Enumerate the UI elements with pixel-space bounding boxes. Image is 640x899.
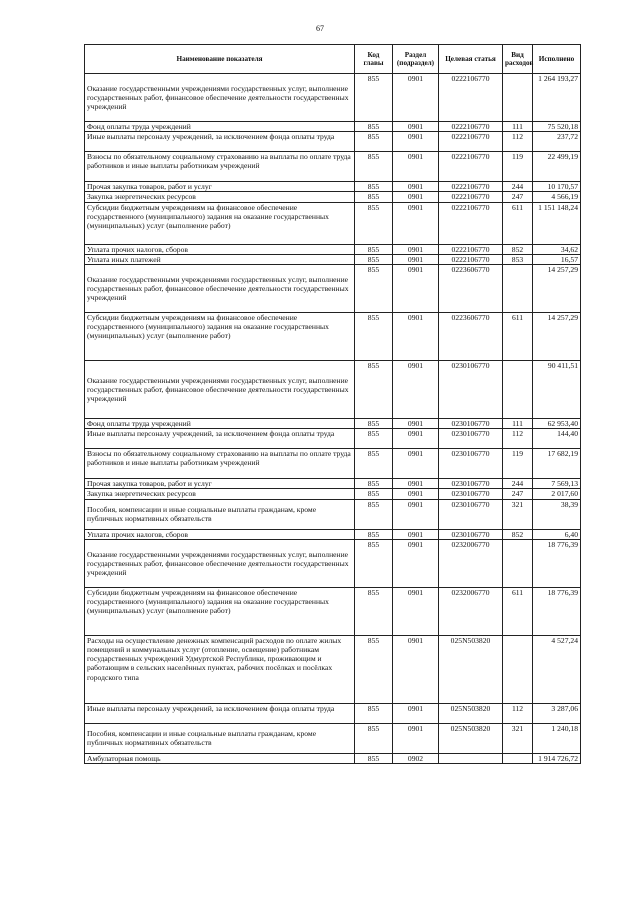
row-execution-value: 14 257,29 — [533, 265, 581, 313]
row-expense-kind: 247 — [503, 192, 533, 202]
row-name: Субсидии бюджетным учреждениям на финансовое обеспечение государственного (муниципального) задания на оказание государственных (муниципальных) услуг (выполнение работ) — [85, 313, 355, 361]
row-target-article: 0230106770 — [439, 489, 503, 499]
row-expense-kind: 853 — [503, 254, 533, 264]
table-row — [85, 753, 581, 763]
row-target-article: 0222106770 — [439, 122, 503, 132]
table-row — [85, 429, 581, 449]
row-expense-kind: 112 — [503, 132, 533, 152]
row-target-article: 0222106770 — [439, 254, 503, 264]
row-expense-kind — [503, 361, 533, 419]
row-expense-kind: 119 — [503, 152, 533, 182]
row-section-code: 0901 — [393, 152, 439, 182]
table-row — [85, 244, 581, 254]
row-expense-kind: 119 — [503, 449, 533, 479]
row-name: Иные выплаты персоналу учреждений, за исключением фонда оплаты труда — [85, 703, 355, 723]
table-row — [85, 265, 581, 313]
row-chapter-code: 855 — [355, 122, 393, 132]
expenditure-table — [84, 44, 581, 764]
row-target-article: 0222106770 — [439, 152, 503, 182]
row-chapter-code: 855 — [355, 74, 393, 122]
row-chapter-code: 855 — [355, 361, 393, 419]
row-chapter-code: 855 — [355, 244, 393, 254]
row-expense-kind: 321 — [503, 499, 533, 529]
row-target-article — [439, 753, 503, 763]
row-expense-kind: 852 — [503, 244, 533, 254]
table-row — [85, 202, 581, 244]
row-execution-value: 1 264 193,27 — [533, 74, 581, 122]
row-expense-kind — [503, 753, 533, 763]
row-chapter-code: 855 — [355, 635, 393, 703]
row-section-code: 0901 — [393, 529, 439, 539]
row-expense-kind: 111 — [503, 419, 533, 429]
header-chapter: Код главы — [355, 45, 393, 74]
row-section-code: 0901 — [393, 499, 439, 529]
row-chapter-code: 855 — [355, 723, 393, 753]
row-name: Уплата прочих налогов, сборов — [85, 244, 355, 254]
row-target-article: 0230106770 — [439, 499, 503, 529]
table-row — [85, 587, 581, 635]
row-target-article: 0230106770 — [439, 361, 503, 419]
row-section-code: 0901 — [393, 254, 439, 264]
row-chapter-code: 855 — [355, 479, 393, 489]
row-section-code: 0901 — [393, 587, 439, 635]
row-target-article: 0223606770 — [439, 265, 503, 313]
row-name: Иные выплаты персоналу учреждений, за исключением фонда оплаты труда — [85, 429, 355, 449]
row-execution-value: 3 287,06 — [533, 703, 581, 723]
row-section-code: 0901 — [393, 361, 439, 419]
row-execution-value: 90 411,51 — [533, 361, 581, 419]
row-chapter-code: 855 — [355, 419, 393, 429]
row-execution-value: 10 170,57 — [533, 182, 581, 192]
row-section-code: 0901 — [393, 244, 439, 254]
row-name: Оказание государственными учреждениями государственных услуг, выполнение государственных работ, финансовое обеспечение деятельности государственных учреждений — [85, 361, 355, 419]
row-execution-value: 22 499,19 — [533, 152, 581, 182]
table-body — [85, 74, 581, 764]
row-chapter-code: 855 — [355, 132, 393, 152]
row-section-code: 0901 — [393, 419, 439, 429]
row-chapter-code: 855 — [355, 182, 393, 192]
row-target-article: 025N503820 — [439, 635, 503, 703]
row-target-article: 0230106770 — [439, 429, 503, 449]
table-row — [85, 723, 581, 753]
row-chapter-code: 855 — [355, 429, 393, 449]
table-row — [85, 419, 581, 429]
row-target-article: 025N503820 — [439, 703, 503, 723]
row-chapter-code: 855 — [355, 254, 393, 264]
row-name: Расходы на осуществление денежных компенсаций расходов по оплате жилых помещений и коммунальных услуг (отопление, освещение) работникам государственных учреждений Удмуртской Республики, проживающим и работающим в сельских населённых пунктах, рабочих посёлках и посёлках городского типа — [85, 635, 355, 703]
row-section-code: 0901 — [393, 479, 439, 489]
row-name: Оказание государственными учреждениями государственных услуг, выполнение государственных работ, финансовое обеспечение деятельности государственных учреждений — [85, 74, 355, 122]
row-name: Взносы по обязательному социальному страхованию на выплаты по оплате труда работников и иные выплаты работникам учреждений — [85, 152, 355, 182]
table-row — [85, 122, 581, 132]
row-target-article: 0222106770 — [439, 192, 503, 202]
row-expense-kind — [503, 74, 533, 122]
row-target-article: 0230106770 — [439, 419, 503, 429]
row-chapter-code: 855 — [355, 449, 393, 479]
row-execution-value: 34,62 — [533, 244, 581, 254]
row-expense-kind: 247 — [503, 489, 533, 499]
table-row — [85, 254, 581, 264]
table-row — [85, 361, 581, 419]
row-name: Амбулаторная помощь — [85, 753, 355, 763]
row-target-article: 0230106770 — [439, 529, 503, 539]
row-expense-kind: 112 — [503, 703, 533, 723]
row-target-article: 0222106770 — [439, 132, 503, 152]
table-row — [85, 703, 581, 723]
row-section-code: 0901 — [393, 74, 439, 122]
row-name: Прочая закупка товаров, работ и услуг — [85, 479, 355, 489]
row-chapter-code: 855 — [355, 192, 393, 202]
row-expense-kind: 321 — [503, 723, 533, 753]
row-section-code: 0901 — [393, 122, 439, 132]
row-expense-kind: 611 — [503, 202, 533, 244]
row-chapter-code: 855 — [355, 703, 393, 723]
row-expense-kind: 112 — [503, 429, 533, 449]
header-target: Целевая статья — [439, 45, 503, 74]
row-chapter-code: 855 — [355, 313, 393, 361]
row-chapter-code: 855 — [355, 489, 393, 499]
row-chapter-code: 855 — [355, 529, 393, 539]
row-target-article: 0223606770 — [439, 313, 503, 361]
table-row — [85, 489, 581, 499]
table-row — [85, 152, 581, 182]
row-section-code: 0901 — [393, 313, 439, 361]
row-execution-value: 7 569,13 — [533, 479, 581, 489]
row-name: Оказание государственными учреждениями государственных услуг, выполнение государственных работ, финансовое обеспечение деятельности государственных учреждений — [85, 265, 355, 313]
row-chapter-code: 855 — [355, 587, 393, 635]
header-name: Наименование показателя — [85, 45, 355, 74]
row-execution-value: 4 527,24 — [533, 635, 581, 703]
page-number: 67 — [316, 24, 324, 33]
row-chapter-code: 855 — [355, 539, 393, 587]
row-section-code: 0901 — [393, 429, 439, 449]
row-target-article: 0232006770 — [439, 539, 503, 587]
row-section-code: 0901 — [393, 703, 439, 723]
row-section-code: 0901 — [393, 723, 439, 753]
row-execution-value: 1 914 726,72 — [533, 753, 581, 763]
row-execution-value: 17 682,19 — [533, 449, 581, 479]
row-section-code: 0901 — [393, 489, 439, 499]
row-name: Уплата иных платежей — [85, 254, 355, 264]
table-row — [85, 499, 581, 529]
row-name: Субсидии бюджетным учреждениям на финансовое обеспечение государственного (муниципального) задания на оказание государственных (муниципальных) услуг (выполнение работ) — [85, 202, 355, 244]
row-execution-value: 75 520,18 — [533, 122, 581, 132]
row-execution-value: 16,57 — [533, 254, 581, 264]
row-section-code: 0901 — [393, 202, 439, 244]
table-row — [85, 182, 581, 192]
row-target-article: 0222106770 — [439, 244, 503, 254]
row-name: Оказание государственными учреждениями государственных услуг, выполнение государственных работ, финансовое обеспечение деятельности государственных учреждений — [85, 539, 355, 587]
row-execution-value: 144,40 — [533, 429, 581, 449]
row-chapter-code: 855 — [355, 265, 393, 313]
row-execution-value: 6,40 — [533, 529, 581, 539]
row-name: Пособия, компенсации и иные социальные выплаты гражданам, кроме публичных нормативных обязательств — [85, 723, 355, 753]
header-section: Раздел (подраздел) — [393, 45, 439, 74]
table-row — [85, 449, 581, 479]
table-row — [85, 192, 581, 202]
row-name: Пособия, компенсации и иные социальные выплаты гражданам, кроме публичных нормативных обязательств — [85, 499, 355, 529]
row-section-code: 0901 — [393, 449, 439, 479]
row-expense-kind: 852 — [503, 529, 533, 539]
row-target-article: 0222106770 — [439, 202, 503, 244]
row-chapter-code: 855 — [355, 202, 393, 244]
row-execution-value: 1 151 148,24 — [533, 202, 581, 244]
row-section-code: 0901 — [393, 132, 439, 152]
row-chapter-code: 855 — [355, 753, 393, 763]
row-expense-kind: 244 — [503, 182, 533, 192]
row-target-article: 0232006770 — [439, 587, 503, 635]
row-name: Закупка энергетических ресурсов — [85, 192, 355, 202]
row-execution-value: 18 776,39 — [533, 587, 581, 635]
row-execution-value: 18 776,39 — [533, 539, 581, 587]
row-section-code: 0901 — [393, 265, 439, 313]
table-row — [85, 132, 581, 152]
row-target-article: 0230106770 — [439, 479, 503, 489]
header-kind: Вид расходов — [503, 45, 533, 74]
row-expense-kind: 611 — [503, 587, 533, 635]
row-section-code: 0901 — [393, 192, 439, 202]
table-row — [85, 313, 581, 361]
table-row — [85, 74, 581, 122]
row-target-article: 0222106770 — [439, 182, 503, 192]
row-expense-kind — [503, 635, 533, 703]
row-execution-value: 2 017,60 — [533, 489, 581, 499]
row-section-code: 0901 — [393, 182, 439, 192]
row-name: Прочая закупка товаров, работ и услуг — [85, 182, 355, 192]
row-chapter-code: 855 — [355, 152, 393, 182]
row-execution-value: 1 240,18 — [533, 723, 581, 753]
row-name: Фонд оплаты труда учреждений — [85, 419, 355, 429]
row-target-article: 0222106770 — [439, 74, 503, 122]
row-expense-kind: 244 — [503, 479, 533, 489]
row-expense-kind — [503, 265, 533, 313]
row-execution-value: 38,39 — [533, 499, 581, 529]
row-target-article: 0230106770 — [439, 449, 503, 479]
row-section-code: 0901 — [393, 539, 439, 587]
row-execution-value: 62 953,40 — [533, 419, 581, 429]
row-name: Иные выплаты персоналу учреждений, за исключением фонда оплаты труда — [85, 132, 355, 152]
table-row — [85, 539, 581, 587]
row-name: Уплата прочих налогов, сборов — [85, 529, 355, 539]
row-expense-kind: 111 — [503, 122, 533, 132]
row-section-code: 0902 — [393, 753, 439, 763]
row-execution-value: 237,72 — [533, 132, 581, 152]
row-execution-value: 14 257,29 — [533, 313, 581, 361]
row-name: Взносы по обязательному социальному страхованию на выплаты по оплате труда работников и иные выплаты работникам учреждений — [85, 449, 355, 479]
row-execution-value: 4 566,19 — [533, 192, 581, 202]
row-chapter-code: 855 — [355, 499, 393, 529]
table-row — [85, 635, 581, 703]
table-row — [85, 479, 581, 489]
row-section-code: 0901 — [393, 635, 439, 703]
row-name: Субсидии бюджетным учреждениям на финансовое обеспечение государственного (муниципального) задания на оказание государственных (муниципальных) услуг (выполнение работ) — [85, 587, 355, 635]
table-header-row — [85, 45, 581, 74]
row-name: Закупка энергетических ресурсов — [85, 489, 355, 499]
row-expense-kind — [503, 539, 533, 587]
header-execution: Исполнено — [533, 45, 581, 74]
row-expense-kind: 611 — [503, 313, 533, 361]
row-name: Фонд оплаты труда учреждений — [85, 122, 355, 132]
row-target-article: 025N503820 — [439, 723, 503, 753]
table-row — [85, 529, 581, 539]
